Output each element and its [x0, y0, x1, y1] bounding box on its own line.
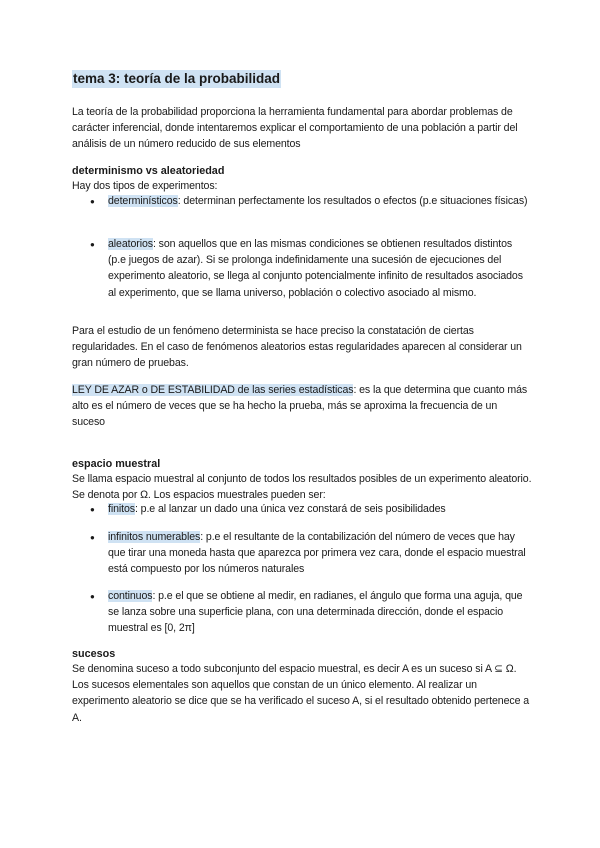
bullet-icon: ● — [90, 240, 95, 249]
section-lead-determinismo: Hay dos tipos de experimentos: — [72, 180, 218, 192]
list-item-text: : determinan perfectamente los resultados o efectos (p.e situaciones físicas) — [177, 195, 528, 207]
highlight-term: aleatorios — [108, 238, 153, 250]
bullet-icon: ● — [90, 592, 95, 601]
law-text: : es la que determina que cuanto más alto es el número de veces que se ha hecho la prueba, más se aproxima la frecuencia de un suceso — [72, 384, 528, 429]
highlight-term: finitos — [108, 503, 135, 515]
highlight-term: determinísticos — [108, 195, 178, 207]
list-item-text: : p.e al lanzar un dado una única vez constará de seis posibilidades — [134, 503, 446, 515]
highlight-term: LEY DE AZAR o DE ESTABILIDAD de las series estadísticas — [72, 384, 354, 396]
section-lead-espacio-muestral: Se llama espacio muestral al conjunto de todos los resultados posibles de un experimento aleatorio. Se denota por Ω. Los espacios muestrales pueden ser: — [72, 473, 532, 502]
list-item-aleatorios — [108, 236, 528, 301]
section-heading-sucesos: sucesos — [72, 648, 116, 660]
bullet-icon: ● — [90, 533, 95, 542]
list-item-text: : p.e el resultante de la contabilización del número de veces que hay que tirar una moneda hasta que aparezca por primera vez cara, donde el espacio muestral está compuesto por los números naturales — [108, 531, 526, 576]
list-item-finitos — [108, 501, 528, 517]
list-item-text: : p.e el que se obtiene al medir, en radianes, el ángulo que forma una aguja, que se lanza sobre una superficie plana, con una determinada dirección, donde el espacio muestral es [0, 2π] — [108, 590, 523, 635]
section-heading-determinismo: determinismo vs aleatoriedad — [72, 165, 225, 177]
sucesos-paragraph: Se denomina suceso a todo subconjunto del espacio muestral, es decir A es un suceso si A ⊆ Ω. Los sucesos elementales son aquellos que constan de un único elemento. Al realizar un experimento aleatorio se dice que se ha verificado el suceso A, si el resultado obtenido pertenece a A. — [72, 663, 530, 724]
list-item-deterministicos — [108, 193, 528, 209]
page-title: tema 3: teoría de la probabilidad — [73, 71, 281, 86]
bullet-icon: ● — [90, 197, 95, 206]
list-item-text: : son aquellos que en las mismas condiciones se obtienen resultados distintos (p.e juegos de azar). Si se prolonga indefinidamente una sucesión de ejecuciones del experimento aleatorio, se llega al conjunto potencialmente infinito de resultados asociados al experimento, que se llama universo, población o colectivo asociado al mismo. — [108, 238, 523, 299]
section-heading-espacio-muestral: espacio muestral — [72, 458, 161, 470]
regularities-paragraph: Para el estudio de un fenómeno determinista se hace preciso la constatación de ciertas regularidades. En el caso de fenómenos aleatorios estas regularidades aparecen al considerar un gran número de pruebas. — [72, 325, 522, 370]
bullet-icon: ● — [90, 505, 95, 514]
highlight-term: infinitos numerables — [108, 531, 201, 543]
intro-paragraph: La teoría de la probabilidad proporciona la herramienta fundamental para abordar problemas de carácter inferencial, donde intentaremos explicar el comportamiento de una población a partir del análisis de un número reducido de sus elementos — [72, 106, 518, 151]
list-item-infinitos-numerables — [108, 529, 528, 578]
list-item-continuos — [108, 588, 528, 637]
highlight-term: continuos — [108, 590, 153, 602]
law-paragraph — [72, 382, 532, 431]
